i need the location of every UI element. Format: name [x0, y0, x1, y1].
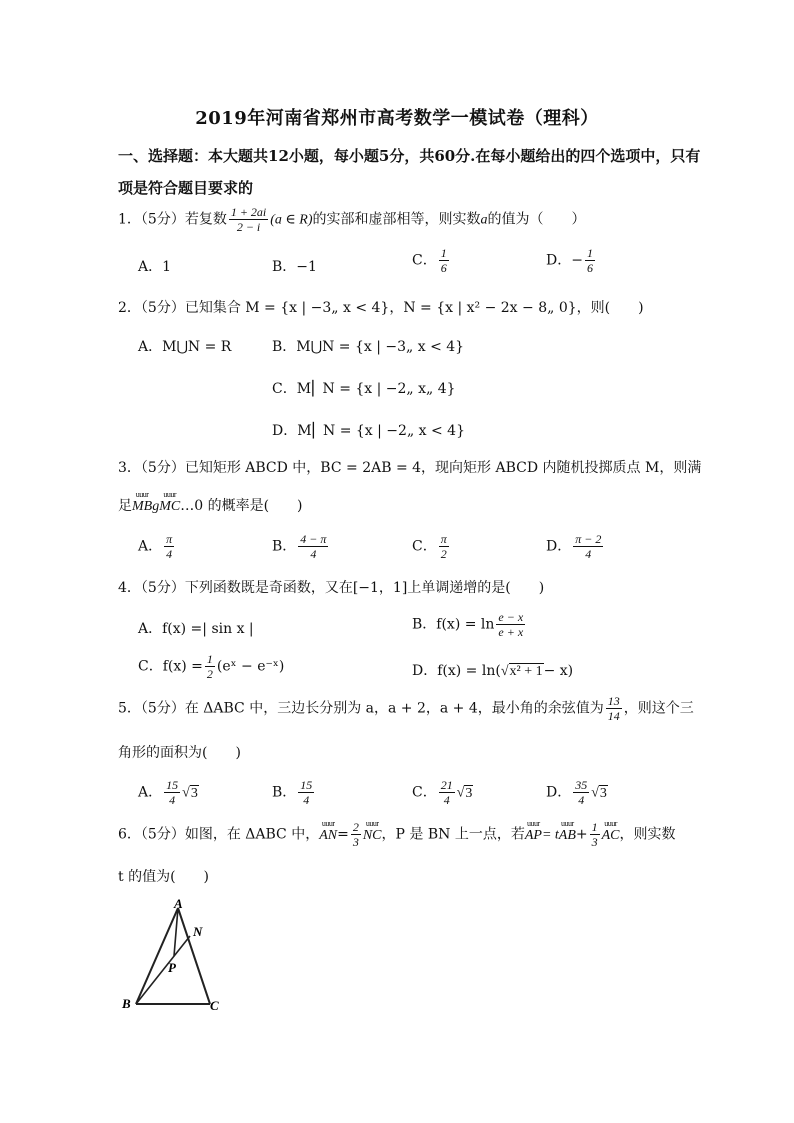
q3-option-a-label: A． [138, 538, 163, 555]
q4-option-b [412, 610, 527, 639]
q3-option-d-num: π − 2 [575, 532, 602, 546]
question-4: 4．（5分）下列函数既是奇函数，又在[−1，1]上单调递增的是( ) [118, 580, 545, 596]
question-1 [118, 205, 586, 234]
q1-option-c [412, 246, 451, 275]
q5-option-c-den: 4 [443, 793, 450, 807]
q3-option-d-frac [573, 532, 603, 561]
q4-option-d-label: D．f(x) = ln( [412, 663, 501, 679]
q3-option-b [272, 532, 330, 561]
question-5-prefix: 5．（5分）在 ΔABC 中，三边长分别为 a，a + 2，a + 4，最小角的余弦值为 [118, 700, 604, 717]
q1-option-c-label: C． [412, 252, 437, 269]
question-5-frac [606, 694, 622, 723]
question-6-prefix: 6．（5分）如图，在 ΔABC 中， [118, 826, 320, 843]
vector-mc-arrow: uuur [163, 490, 177, 499]
q4-option-d-sqrt: √x² + 1 [500, 664, 543, 679]
question-6-frac-1 [351, 820, 361, 849]
q2-option-c: C．M⎢ N = {x | −2„ x„ 4} [272, 381, 456, 397]
question-1-frac-num: 1 + 2ai [230, 205, 267, 219]
question-1-frac-den: 2 − i [236, 220, 261, 234]
q1-option-b: B．−1 [272, 259, 317, 275]
q1-option-c-num: 1 [440, 246, 447, 260]
q5-option-c-radicand: 3 [465, 785, 473, 801]
q4-option-b-den: e + x [498, 625, 524, 639]
question-5-line1 [118, 694, 694, 723]
q5-option-a-frac [164, 778, 180, 807]
q5-option-c-sqrt: √3 [456, 785, 473, 801]
question-3-line2 [118, 490, 303, 515]
vector-ap [524, 818, 542, 844]
q3-option-d-label: D． [546, 538, 572, 555]
question-3-prefix: 足 [118, 498, 132, 514]
q5-option-a-den: 4 [169, 793, 176, 807]
question-6-frac-1-num: 2 [352, 820, 359, 834]
q3-option-c-den: 2 [440, 547, 447, 561]
page-title: 2019年河南省郑州市高考数学一模试卷（理科） [195, 108, 599, 129]
q5-option-d-radicand: 3 [599, 785, 607, 801]
question-6-frac-2-den: 3 [591, 835, 598, 849]
q3-option-b-frac [298, 532, 328, 561]
q4-option-d-tail: − x) [543, 663, 574, 679]
q3-option-b-num: 4 − π [300, 532, 327, 546]
q5-option-b [272, 778, 316, 807]
triangle-figure [118, 896, 222, 1018]
vector-an-arrow: uuur [321, 818, 335, 828]
vector-ac [601, 818, 620, 844]
label-c: C [210, 998, 219, 1013]
q3-option-a-den: 4 [166, 547, 173, 561]
q3-option-c-num: π [440, 532, 447, 546]
question-1-tail: 的值为（ ） [487, 211, 586, 228]
vector-mc-label: MC [159, 499, 181, 514]
question-5-suffix: ，则这个三 [623, 700, 694, 717]
q4-option-d-radicand: x² + 1 [509, 664, 543, 679]
section-heading-line2: 项是符合题目要求的 [118, 179, 254, 197]
question-2: 2．（5分）已知集合 M = {x | −3„ x < 4}，N = {x | x² − 2x − 8„ 0}，则( ) [118, 300, 644, 316]
q4-option-c [138, 652, 284, 681]
q3-option-c-label: C． [412, 538, 437, 555]
q5-option-a-num: 15 [166, 778, 179, 792]
q2-option-a: A．M⋃N = R [138, 339, 232, 355]
vector-mb-label: MB [132, 499, 153, 514]
question-6-frac-1-den: 3 [352, 835, 359, 849]
vector-ap-arrow: uuur [527, 818, 540, 828]
question-6-frac-2-num: 1 [591, 820, 598, 834]
q3-option-d [546, 532, 605, 561]
q4-option-b-num: e − x [498, 610, 524, 624]
q3-option-a-num: π [166, 532, 173, 546]
question-3-line1: 3．（5分）已知矩形 ABCD 中，BC = 2AB = 4，现向矩形 ABCD 内随机投掷质点 M，则满 [118, 460, 702, 476]
q2-option-b: B．M⋃N = {x | −3„ x < 4} [272, 339, 465, 355]
question-6-line1 [118, 820, 676, 849]
q1-option-d-label: D．− [546, 252, 583, 269]
question-3-dot: g [152, 499, 160, 514]
q4-option-c-den: 2 [206, 667, 213, 681]
q1-option-d-den: 6 [586, 261, 593, 275]
label-a: A [174, 896, 183, 911]
q5-option-c [412, 778, 473, 807]
vector-nc-label: NC [362, 827, 382, 843]
q5-option-c-num: 21 [440, 778, 453, 792]
question-5-frac-den: 14 [607, 709, 620, 723]
q1-option-d-frac [585, 246, 595, 275]
q1-option-d [546, 246, 597, 275]
question-1-number: 1．（5分）若复数 [118, 211, 227, 228]
vector-an [319, 818, 338, 844]
q4-option-b-label: B．f(x) = ln [412, 616, 495, 633]
question-6-suffix: ，则实数 [619, 826, 676, 843]
question-6-middle: ，P 是 BN 上一点，若 [381, 826, 525, 843]
q5-option-b-den: 4 [303, 793, 310, 807]
q5-option-a-radicand: 3 [190, 785, 198, 801]
q3-option-c-frac [439, 532, 449, 561]
vector-ab-label: AB [558, 827, 576, 843]
q3-option-a-frac [164, 532, 174, 561]
question-1-condition: (a ∈ R) [270, 212, 313, 228]
q4-option-b-frac [496, 610, 525, 639]
vector-an-label: AN [319, 827, 338, 843]
vector-ab [558, 818, 576, 844]
q1-option-d-num: 1 [586, 246, 593, 260]
q5-option-b-frac [298, 778, 314, 807]
q4-option-d [412, 660, 573, 680]
vector-ac-arrow: uuur [604, 818, 617, 828]
figure-background [118, 896, 222, 1018]
section-heading-line1: 一、选择题：本大题共12小题，每小题5分，共60分.在每小题给出的四个选项中，只有 [118, 147, 701, 165]
q5-option-b-label: B． [272, 784, 297, 801]
q5-option-d-den: 4 [578, 793, 585, 807]
q3-option-c [412, 532, 451, 561]
q5-option-a-sqrt: √3 [182, 785, 198, 801]
q5-option-d-label: D． [546, 784, 572, 801]
vector-mb-arrow: uuur [135, 490, 149, 499]
label-n: N [193, 924, 203, 939]
vector-nc-arrow: uuur [365, 818, 379, 828]
q5-option-d-sqrt: √3 [591, 785, 607, 801]
q4-option-c-label: C．f(x) = [138, 658, 203, 675]
q5-option-a [138, 778, 199, 807]
q1-option-c-den: 6 [440, 261, 447, 275]
q3-option-a [138, 532, 176, 561]
question-6-line2: t 的值为( ) [118, 869, 209, 885]
vector-nc [362, 818, 382, 844]
q1-option-c-frac [439, 246, 449, 275]
q4-option-c-num: 1 [206, 652, 213, 666]
label-b: B [122, 996, 131, 1011]
question-1-var: a [480, 212, 488, 228]
question-5-line2: 角形的面积为( ) [118, 745, 241, 761]
q5-option-d-num: 35 [575, 778, 588, 792]
q2-option-d: D．M⎢ N = {x | −2„ x < 4} [272, 423, 465, 439]
question-5-frac-num: 13 [607, 694, 620, 708]
q3-option-d-den: 4 [585, 547, 592, 561]
q3-option-b-label: B． [272, 538, 297, 555]
question-6-plus: + [575, 826, 588, 843]
q4-option-a: A．f(x) =| sin x | [138, 621, 254, 637]
vector-ab-arrow: uuur [561, 818, 574, 828]
q3-option-b-den: 4 [310, 547, 317, 561]
vector-mb [132, 490, 153, 515]
q5-option-d [546, 778, 608, 807]
question-6-equals: = [337, 826, 349, 843]
label-p: P [168, 960, 176, 975]
question-1-fraction [229, 205, 268, 234]
q4-option-c-frac [205, 652, 215, 681]
question-6-t: = t [541, 827, 559, 843]
q1-option-a: A．1 [138, 259, 172, 275]
vector-ac-label: AC [601, 827, 620, 843]
q5-option-d-frac [573, 778, 589, 807]
q5-option-c-label: C． [412, 784, 437, 801]
question-6-frac-2 [590, 820, 600, 849]
question-1-text: 的实部和虚部相等，则实数 [312, 211, 481, 228]
vector-ap-label: AP [524, 827, 542, 843]
question-3-suffix: …0 的概率是( ) [180, 498, 303, 514]
q5-option-b-num: 15 [300, 778, 313, 792]
q5-option-c-frac [439, 778, 455, 807]
q5-option-a-label: A． [138, 784, 163, 801]
q4-option-c-tail: (eˣ − e⁻ˣ) [216, 658, 285, 675]
vector-mc [159, 490, 181, 515]
